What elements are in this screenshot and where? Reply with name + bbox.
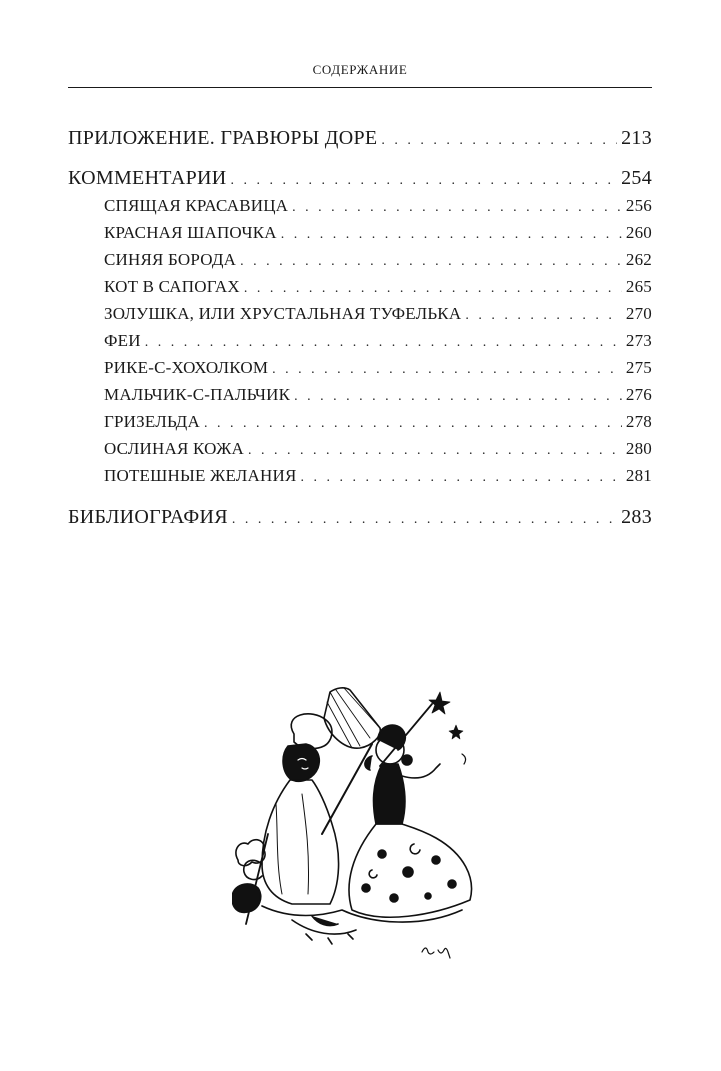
toc-subentry-title: КОТ В САПОГАХ	[104, 277, 240, 296]
toc-subentry-page: 270	[625, 304, 652, 323]
toc-subentry-title: СПЯЩАЯ КРАСАВИЦА	[104, 196, 289, 215]
toc-subentry-page: 262	[625, 250, 652, 269]
dot-leader	[465, 308, 622, 324]
toc-subentry[interactable]	[104, 304, 652, 324]
toc-subentry-title: ЗОЛУШКА, ИЛИ ХРУСТАЛЬНАЯ ТУФЕЛЬКА	[104, 304, 462, 323]
toc-subentry-title: СИНЯЯ БОРОДА	[104, 250, 237, 269]
dot-leader	[240, 254, 622, 270]
toc-subentry[interactable]	[104, 358, 652, 378]
toc-entry-page: 283	[621, 506, 652, 528]
dot-leader	[281, 227, 622, 243]
toc-entry-title: ПРИЛОЖЕНИЕ. ГРАВЮРЫ ДОРЕ	[68, 127, 378, 149]
toc-entry-title: БИБЛИОГРАФИЯ	[68, 506, 228, 528]
toc-subentry[interactable]	[104, 331, 652, 351]
toc-entry-appendix[interactable]	[68, 127, 652, 150]
toc-subentry[interactable]	[104, 466, 652, 486]
toc-subentry[interactable]	[104, 223, 652, 243]
toc-subentry-page: 276	[625, 385, 652, 404]
two-fairies-illustration-icon	[232, 684, 492, 979]
toc-entry-title: КОММЕНТАРИИ	[68, 167, 227, 189]
toc-subentry-title: ОСЛИНАЯ КОЖА	[104, 439, 245, 458]
dot-leader	[231, 173, 618, 189]
toc-entry-comments[interactable]	[68, 167, 652, 190]
toc-subentry-title: ПОТЕШНЫЕ ЖЕЛАНИЯ	[104, 466, 297, 485]
toc-subentry-page: 278	[625, 412, 652, 431]
dot-leader	[294, 389, 622, 405]
toc-subentry[interactable]	[104, 250, 652, 270]
toc-subentry-page: 260	[625, 223, 652, 242]
dot-leader	[272, 362, 622, 378]
toc-subentry[interactable]	[104, 385, 652, 405]
toc-subentry[interactable]	[104, 439, 652, 459]
toc-subentry-title: ФЕИ	[104, 331, 141, 350]
toc-subentry-page: 265	[625, 277, 652, 296]
dot-leader	[204, 416, 622, 432]
toc-subentry-title: РИКЕ-С-ХОХОЛКОМ	[104, 358, 269, 377]
toc-subentry-page: 256	[625, 196, 652, 215]
dot-leader	[244, 281, 622, 297]
dot-leader	[232, 512, 617, 528]
dot-leader	[292, 200, 622, 216]
toc-subentry-page: 273	[625, 331, 652, 350]
dot-leader	[301, 470, 622, 486]
toc-subentry[interactable]	[104, 277, 652, 297]
dot-leader	[145, 335, 622, 351]
toc-subentry-page: 280	[625, 439, 652, 458]
toc-subentry-title: МАЛЬЧИК-С-ПАЛЬЧИК	[104, 385, 291, 404]
toc-subentry[interactable]	[104, 412, 652, 432]
toc-entry-bibliography[interactable]	[68, 506, 652, 529]
header-rule	[68, 87, 652, 88]
toc-subentry-page: 281	[625, 466, 652, 485]
toc-subentry-page: 275	[625, 358, 652, 377]
running-head-title: СОДЕРЖАНИЕ	[312, 62, 408, 77]
toc-subentry[interactable]	[104, 196, 652, 216]
toc-entry-page: 254	[621, 167, 652, 189]
toc-subentry-title: ГРИЗЕЛЬДА	[104, 412, 200, 431]
toc-subentry-title: КРАСНАЯ ШАПОЧКА	[104, 223, 277, 242]
toc-entry-page: 213	[621, 127, 652, 149]
dot-leader	[381, 133, 617, 149]
dot-leader	[248, 443, 622, 459]
